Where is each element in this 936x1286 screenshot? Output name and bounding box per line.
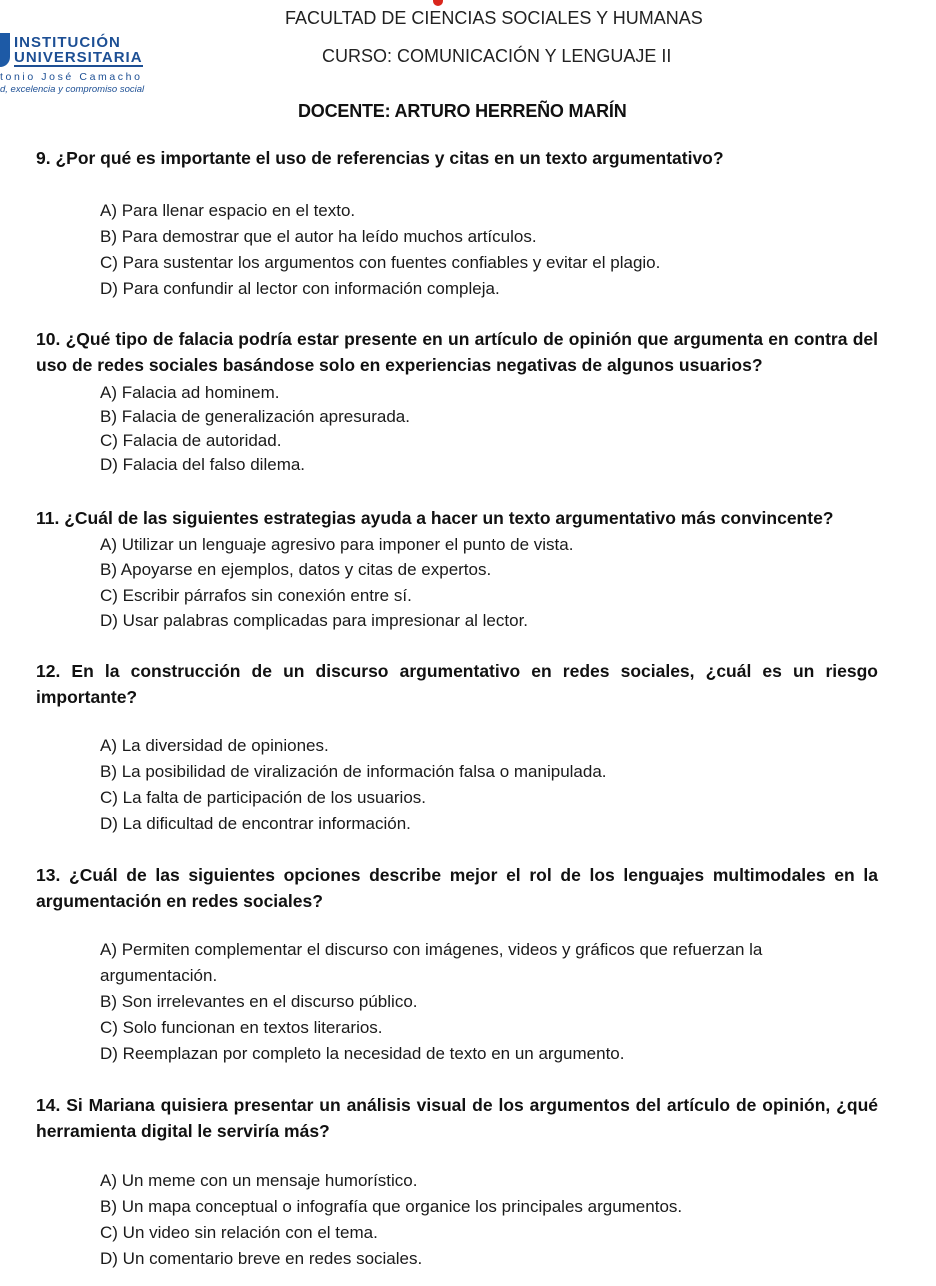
question-11: 11. ¿Cuál de las siguientes estrategias ayuda a hacer un texto argumentativo más convincente?: [36, 508, 834, 528]
question-9-option-d: D) Para confundir al lector con información compleja.: [100, 279, 500, 298]
accent-mark-icon: [433, 0, 443, 6]
question-13-option-b: B) Son irrelevantes en el discurso público.: [100, 992, 418, 1011]
question-13-option-a: A) Permiten complementar el discurso con imágenes, videos y gráficos que refuerzan la argumentación.: [100, 940, 763, 985]
question-9-option-b: B) Para demostrar que el autor ha leído muchos artículos.: [100, 227, 537, 246]
question-10-option-d: D) Falacia del falso dilema.: [100, 455, 306, 474]
institution-logo: [0, 30, 200, 100]
question-12-option-b: B) La posibilidad de viralización de información falsa o manipulada.: [100, 762, 607, 781]
question-9: 9. ¿Por qué es importante el uso de referencias y citas en un texto argumentativo?: [36, 148, 724, 168]
question-12: 12. En la construcción de un discurso argumentativo en redes sociales, ¿cuál es un riesgo importante?: [36, 661, 878, 707]
question-11-option-b: B) Apoyarse en ejemplos, datos y citas de expertos.: [100, 560, 492, 579]
question-10-option-b: B) Falacia de generalización apresurada.: [100, 407, 410, 426]
teacher-name: DOCENTE: ARTURO HERREÑO MARÍN: [298, 101, 627, 121]
question-13-option-c: C) Solo funcionan en textos literarios.: [100, 1018, 383, 1037]
question-10: 10. ¿Qué tipo de falacia podría estar presente en un artículo de opinión que argumenta en contra del uso de redes sociales basándose solo en experiencias negativas de algunos usuarios?: [36, 329, 878, 375]
question-10-option-a: A) Falacia ad hominem.: [100, 383, 280, 402]
question-14: 14. Si Mariana quisiera presentar un análisis visual de los argumentos del artículo de opinión, ¿qué herramienta digital le serviría más?: [36, 1095, 878, 1141]
question-14-option-c: C) Un video sin relación con el tema.: [100, 1223, 378, 1242]
course-title: CURSO: COMUNICACIÓN Y LENGUAJE II: [322, 46, 672, 66]
question-13: 13. ¿Cuál de las siguientes opciones describe mejor el rol de los lenguajes multimodales en la argumentación en redes sociales?: [36, 865, 878, 911]
question-13-option-d: D) Reemplazan por completo la necesidad de texto en un argumento.: [100, 1044, 625, 1063]
question-9-option-c: C) Para sustentar los argumentos con fuentes confiables y evitar el plagio.: [100, 253, 661, 272]
question-11-option-c: C) Escribir párrafos sin conexión entre sí.: [100, 586, 412, 605]
logo-line-universitaria: UNIVERSITARIA: [14, 49, 143, 66]
faculty-title: FACULTAD DE CIENCIAS SOCIALES Y HUMANAS: [285, 8, 703, 28]
question-9-option-a: A) Para llenar espacio en el texto.: [100, 201, 356, 220]
question-11-option-d: D) Usar palabras complicadas para impresionar al lector.: [100, 611, 529, 630]
question-11-option-a: A) Utilizar un lenguaje agresivo para imponer el punto de vista.: [100, 535, 574, 554]
question-12-option-c: C) La falta de participación de los usuarios.: [100, 788, 427, 807]
question-14-option-b: B) Un mapa conceptual o infografía que organice los principales argumentos.: [100, 1197, 683, 1216]
logo-line-tagline: d, excelencia y compromiso social: [0, 84, 145, 95]
question-10-option-c: C) Falacia de autoridad.: [100, 431, 282, 450]
logo-mark-icon: [0, 33, 10, 67]
question-14-option-d: D) Un comentario breve en redes sociales.: [100, 1249, 423, 1268]
logo-line-institucion: INSTITUCIÓN: [14, 34, 121, 51]
question-12-option-a: A) La diversidad de opiniones.: [100, 736, 329, 755]
question-14-option-a: A) Un meme con un mensaje humorístico.: [100, 1171, 418, 1190]
logo-line-name: tonio José Camacho: [0, 71, 143, 83]
question-12-option-d: D) La dificultad de encontrar información.: [100, 814, 411, 833]
